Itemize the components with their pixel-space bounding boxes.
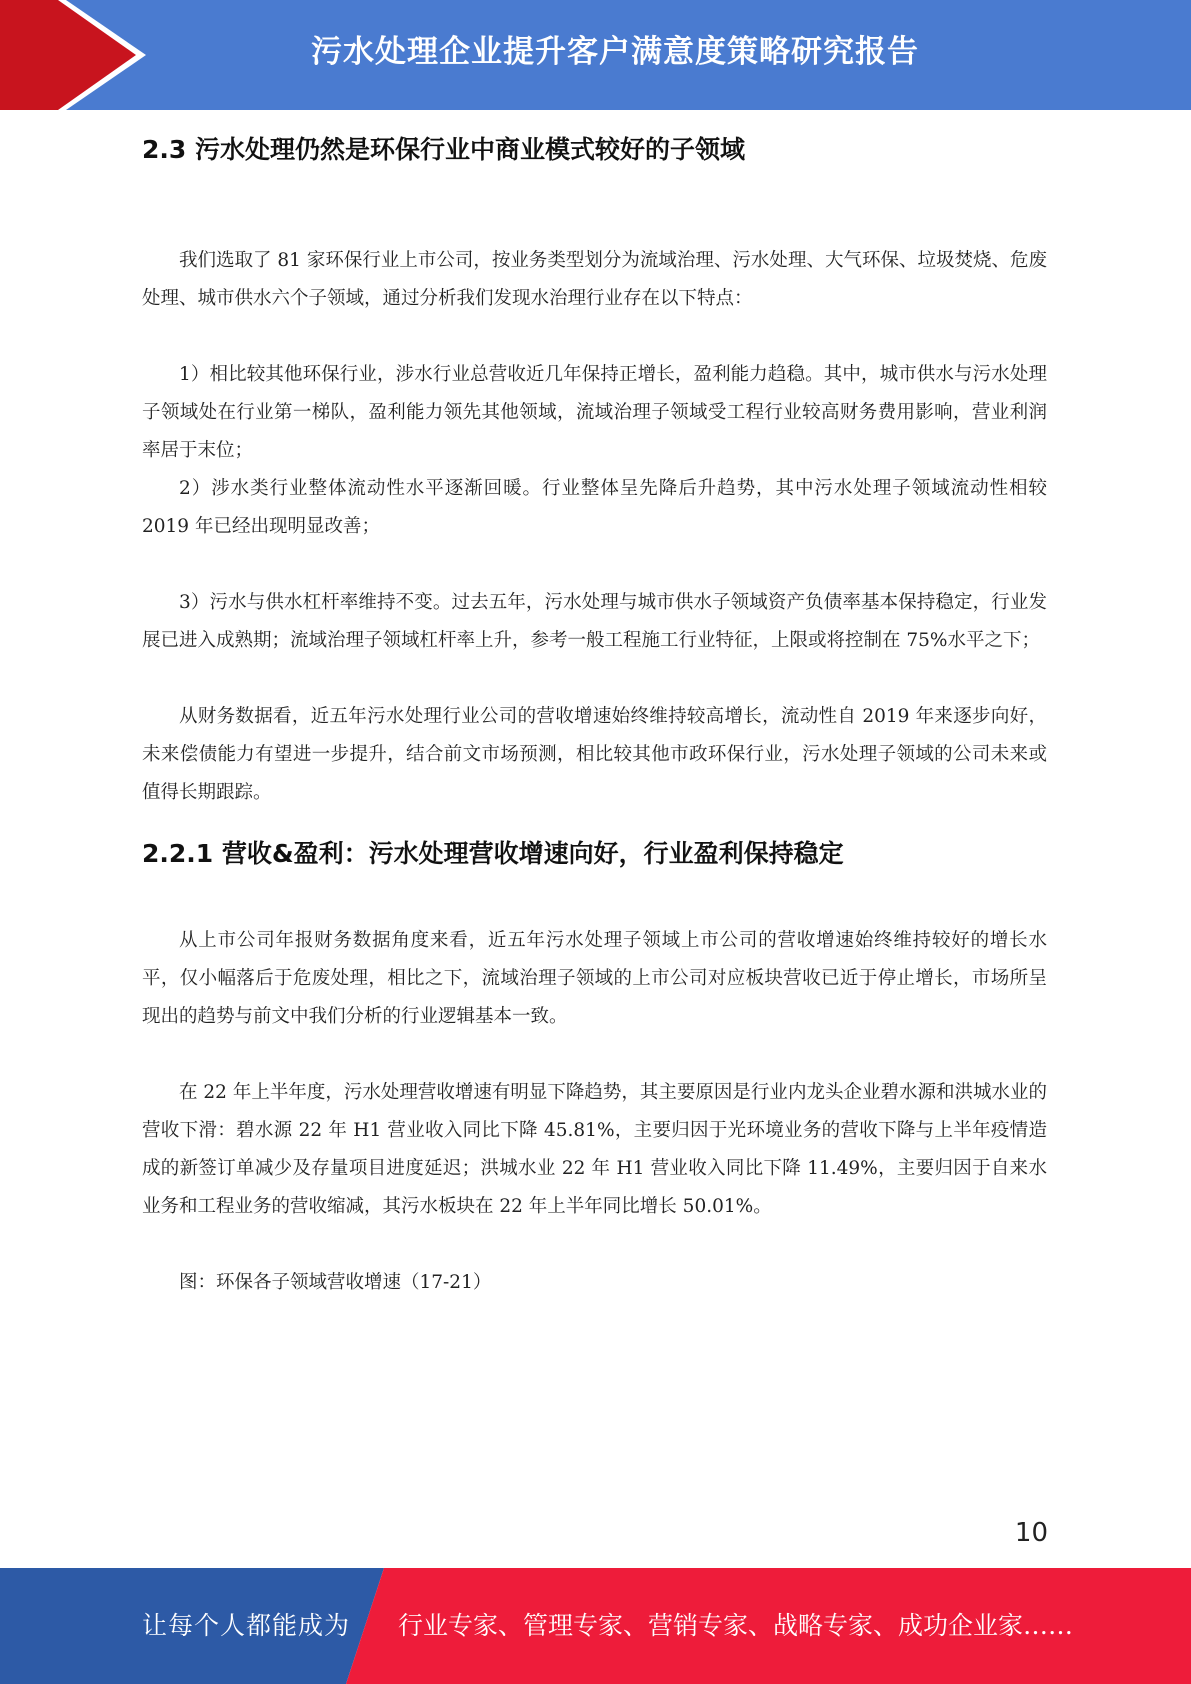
section-heading-2-3: 2.3 污水处理仍然是环保行业中商业模式较好的子领域	[142, 135, 745, 164]
page-number: 10	[1014, 1518, 1048, 1548]
paragraph-revenue-trend: 从上市公司年报财务数据角度来看，近五年污水处理子领域上市公司的营收增速始终维持较好的增长水平，仅小幅落后于危废处理，相比之下，流域治理子领域的上市公司对应板块营收已近于停止增长，市场所呈现出的趋势与前文中我们分析的行业逻辑基本一致。	[142, 930, 1047, 1027]
footer-slogan-left: 让每个人都能成为	[142, 1611, 351, 1640]
report-title: 污水处理企业提升客户满意度策略研究报告	[311, 34, 919, 70]
paragraph-point-2: 2）涉水类行业整体流动性水平逐渐回暖。行业整体呈先降后升趋势，其中污水处理子领域流动性相较 2019 年已经出现明显改善；	[142, 478, 1047, 537]
footer-slogan-right: 行业专家、管理专家、营销专家、战略专家、成功企业家……	[398, 1611, 1074, 1640]
paragraph-point-3: 3）污水与供水杠杆率维持不变。过去五年，污水处理与城市供水子领域资产负债率基本保持稳定，行业发展已进入成熟期；流域治理子领域杠杆率上升，参考一般工程施工行业特征，上限或将控制在 75%水平之下；	[142, 592, 1047, 651]
paragraph-h1-decline: 在 22 年上半年度，污水处理营收增速有明显下降趋势，其主要原因是行业内龙头企业碧水源和洪城水业的营收下滑：碧水源 22 年 H1 营业收入同比下降 45.81%，主要归因于光环境业务的营收下降与上半年疫情造成的新签订单减少及存量项目进度延迟；洪城水业 22 年 H1 营业收入同比下降 11.49%，主要归因于自来水业务和工程业务的营收缩减，其污水板块在 22 年上半年同比增长 50.01%。	[142, 1082, 1047, 1217]
header-arrow-decoration	[0, 0, 160, 110]
page-header	[0, 0, 1191, 110]
paragraph-point-1: 1）相比较其他环保行业，涉水行业总营收近几年保持正增长，盈利能力趋稳。其中，城市供水与污水处理子领域处在行业第一梯队，盈利能力领先其他领域，流域治理子领域受工程行业较高财务费用影响，营业利润率居于末位；	[142, 364, 1047, 461]
figure-caption: 图：环保各子领域营收增速（17-21）	[179, 1272, 492, 1293]
paragraph-intro: 我们选取了 81 家环保行业上市公司，按业务类型划分为流域治理、污水处理、大气环保、垃圾焚烧、危废处理、城市供水六个子领域，通过分析我们发现水治理行业存在以下特点：	[142, 250, 1047, 309]
section-heading-2-2-1: 2.2.1 营收&盈利：污水处理营收增速向好，行业盈利保持稳定	[142, 839, 844, 868]
page-footer	[0, 1568, 1191, 1684]
paragraph-summary: 从财务数据看，近五年污水处理行业公司的营收增速始终维持较高增长，流动性自 2019 年来逐步向好，未来偿债能力有望进一步提升，结合前文市场预测，相比较其他市政环保行业，污水处理子领域的公司未来或值得长期跟踪。	[142, 706, 1047, 803]
document-body	[142, 128, 1047, 1302]
